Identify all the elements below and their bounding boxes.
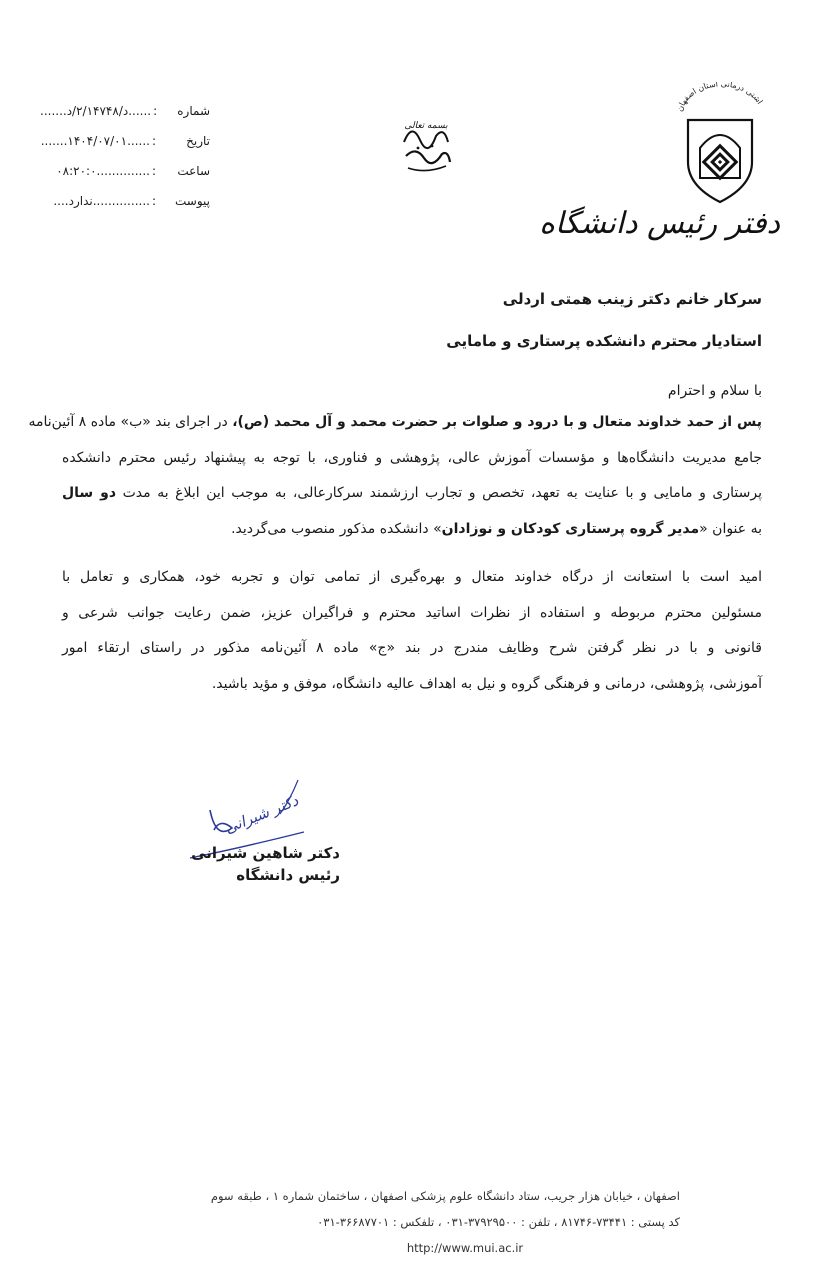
meta-value: ..............۰۸:۲۰:۰ [56,164,150,178]
bismillah-calligraphy [398,112,454,176]
signature-script: دکتر شیرانی [222,791,301,838]
text-line: جامع مدیریت دانشگاه‌ها و مؤسسات آموزش عالی، پژوهشی و فناوری، با توجه به پیشنهاد رئیس محترم دانشکده [62,449,762,466]
footer-address: اصفهان ، خیابان هزار جریب، ستاد دانشگاه علوم پزشکی اصفهان ، ساختمان شماره ۱ ، طبقه سوم [210,1189,680,1203]
meta-time: ساعت : ..............۰۸:۲۰:۰ [56,164,210,178]
text-segment: در اجرای بند «ب» ماده ۸ آئین‌نامه [28,414,233,430]
meta-value: ......د/۲/۱۴۷۴۸/د....... [40,104,152,118]
text-line: امید است با استعانت از درگاه خداوند متعال و بهره‌گیری از تمامی توان و تجربه خود، همکاری و تعامل با [62,569,762,585]
text-segment: » دانشکده مذکور منصوب می‌گردید. [231,520,442,537]
meta-date: تاریخ : ......۱۴۰۴/۰۷/۰۱....... [40,134,210,148]
meta-label: شماره [177,104,210,118]
recipient-block [202,284,762,368]
greeting: با سلام و احترام [667,383,762,399]
footer [100,1186,680,1264]
term-duration: دو سال [62,485,117,501]
body-paragraph-2 [62,560,762,702]
signatory-name: دکتر شاهین شیرانی [191,844,340,862]
bismillah-text: بسمه تعالی [404,121,448,131]
meta-attachment: پیوست : ...............ندارد.... [53,194,210,208]
text-line: قانونی و با در نظر گرفتن شرح وظایف مندرج در بند «ج» ماده ۸ آئین‌نامه مذکور در راستای ارتقاء امور [62,640,762,656]
office-title: دفتر رئیس دانشگاه [539,206,780,241]
meta-value: ...............ندارد.... [53,194,150,208]
text-segment: پرستاری و مامایی و با عنایت به تعهد، تخصص و تجارب ارزشمند سرکارعالی، به موجب این ابلاغ به مدت [116,485,762,501]
recipient-position: استادیار محترم دانشکده پرستاری و مامایی [446,332,762,350]
text-line: مسئولین محترم مربوطه و استفاده از نظرات اساتید محترم و فراگیران عزیز، ضمن رعایت جوانب شرعی و [62,604,762,621]
meta-number: شماره : ......د/۲/۱۴۷۴۸/د....... [40,104,210,118]
meta-label: تاریخ [186,134,210,148]
meta-label: ساعت [177,164,210,178]
logo-arc-text: اشتی درمانی استان اصفهان [675,82,765,113]
letter-meta [40,96,210,216]
appointed-position: مدیر گروه پرستاری کودکان و نوزادان [441,520,700,537]
text-segment: به عنوان « [699,520,762,537]
text-line: آموزشی، پژوهشی، درمانی و فرهنگی گروه و نیل به اهداف عالیه دانشگاه، موفق و مؤید باشید. [211,675,762,692]
body-paragraph-1 [28,405,762,547]
signatory-title: رئیس دانشگاه [236,866,340,884]
recipient-name: سرکار خانم دکتر زینب همتی اردلی [502,290,762,308]
footer-website-link[interactable]: http://www.mui.ac.ir [406,1241,524,1255]
meta-value: ......۱۴۰۴/۰۷/۰۱....... [40,134,150,148]
opening-praise: پس از حمد خداوند متعال و با درود و صلوات بر حضرت محمد و آل محمد (ص)، [232,414,762,430]
signatory [190,842,340,886]
footer-contact: کد پستی : ۷۳۴۴۱-۸۱۷۴۶ ، تلفن : ۳۷۹۲۹۵۰۰-۰۳۱ ، تلفکس : ۳۶۶۸۷۷۰۱-۰۳۱ [317,1215,680,1229]
meta-label: پیوست [175,194,210,208]
